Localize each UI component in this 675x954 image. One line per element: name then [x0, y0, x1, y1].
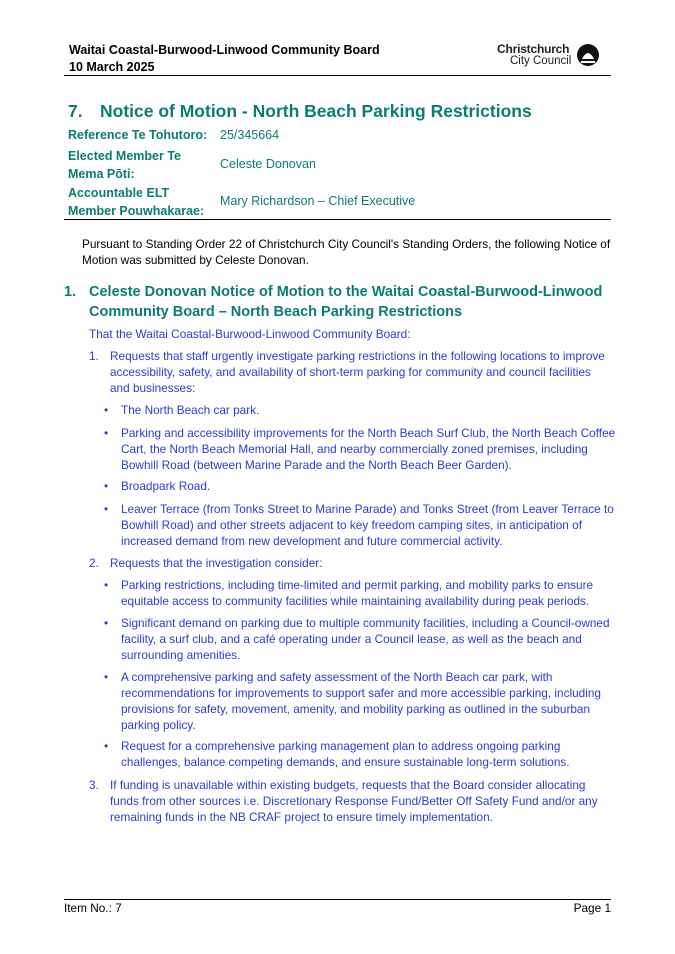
- meta-label-accountable: Accountable ELT Member Pouwhakarae:: [68, 186, 205, 218]
- section-title: Celeste Donovan Notice of Motion to the Waitai Coastal-Burwood-Linwood Community Board – North Beach Parking Restrictions: [89, 284, 603, 320]
- footer-page-number: Page 1: [573, 901, 611, 915]
- logo-line2: City Council: [510, 55, 572, 67]
- item-number: 7.: [68, 101, 83, 121]
- header-date: 10 March 2025: [69, 60, 155, 74]
- meta-label-elected-member: Elected Member Te Mema Pōti:: [68, 149, 182, 181]
- meta-rule: [64, 219, 611, 220]
- resolution-lead: That the Waitai Coastal-Burwood-Linwood Community Board:: [89, 327, 411, 341]
- meta-value-elected-member: Celeste Donovan: [220, 157, 316, 171]
- header-rule: [64, 75, 611, 76]
- council-logo: [497, 43, 607, 67]
- meta-value-reference: 25/345664: [220, 128, 280, 142]
- logo-line1: Christchurch: [497, 42, 570, 56]
- intro-paragraph: Pursuant to Standing Order 22 of Christchurch City Council's Standing Orders, the following Notice of Motion was submitted by Celeste Donovan.: [82, 237, 611, 267]
- council-logo-icon: [576, 43, 600, 67]
- meta-label-reference: Reference Te Tohutoro:: [68, 128, 208, 142]
- footer-item-number: Item No.: 7: [64, 901, 122, 915]
- header-board-block: [69, 42, 380, 76]
- meta-value-accountable: Mary Richardson – Chief Executive: [220, 194, 416, 208]
- item-title: [68, 101, 532, 122]
- section-number: 1.: [64, 284, 77, 300]
- footer-rule: [64, 899, 611, 900]
- item-title-text: Notice of Motion - North Beach Parking Restrictions: [100, 101, 532, 121]
- header-board-name: Waitai Coastal-Burwood-Linwood Community Board: [69, 43, 380, 57]
